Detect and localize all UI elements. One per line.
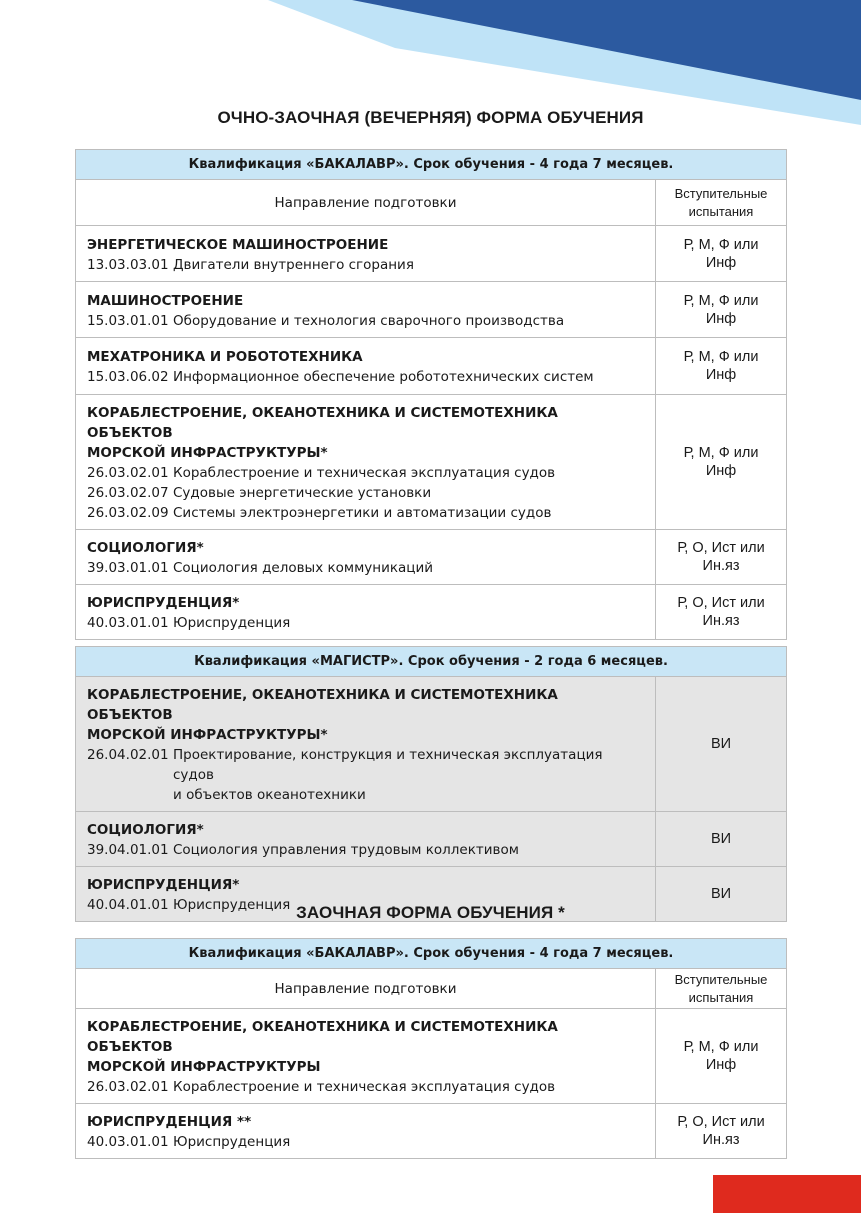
specialization: 15.03.06.02 Информационное обеспечение робототехнических систем (87, 369, 594, 385)
specialization: 40.03.01.01 Юриспруденция (87, 615, 291, 631)
table-caption: Квалификация «МАГИСТР». Срок обучения - 2 года 6 месяцев. (76, 647, 787, 677)
table-caption: Квалификация «БАКАЛАВР». Срок обучения - 4 года 7 месяцев. (76, 150, 787, 180)
direction-title: ЭНЕРГЕТИЧЕСКОЕ МАШИНОСТРОЕНИЕ (87, 236, 389, 253)
entrance-exams: ВИ (656, 677, 787, 812)
table-row (76, 338, 787, 395)
direction-title: КОРАБЛЕСТРОЕНИЕ, ОКЕАНОТЕХНИКА И СИСТЕМОТЕХНИКА ОБЪЕКТОВ МОРСКОЙ ИНФРАСТРУКТУРЫ (87, 1019, 558, 1075)
specialization: 26.04.02.01 Проектирование, конструкция и техническая эксплуатация судов и объектов океанотехники (87, 747, 603, 803)
table-row (76, 530, 787, 585)
direction-title: ЮРИСПРУДЕНЦИЯ* (87, 877, 240, 893)
table-row (76, 812, 787, 867)
specialization: 26.03.02.01 Кораблестроение и техническая эксплуатация судов (87, 465, 556, 481)
entrance-exams: ВИ (656, 867, 787, 922)
direction-title: ЮРИСПРУДЕНЦИЯ ** (87, 1114, 252, 1130)
entrance-exams: Р, М, Ф или Инф (656, 282, 787, 338)
table-row (76, 585, 787, 640)
specialization: 26.03.02.01 Кораблестроение и техническая эксплуатация судов (87, 1079, 556, 1095)
column-header-direction: Направление подготовки (76, 969, 656, 1009)
direction-title: МАШИНОСТРОЕНИЕ (87, 292, 244, 309)
table-row (76, 1009, 787, 1104)
direction-title: СОЦИОЛОГИЯ* (87, 822, 204, 838)
bachelor-correspondence-table (75, 938, 787, 1159)
entrance-exams: Р, О, Ист или Ин.яз (656, 1104, 787, 1159)
direction-title: ЮРИСПРУДЕНЦИЯ* (87, 595, 240, 611)
entrance-exams: ВИ (656, 812, 787, 867)
table-row (76, 226, 787, 282)
table-row (76, 282, 787, 338)
table-caption: Квалификация «БАКАЛАВР». Срок обучения - 4 года 7 месяцев. (76, 939, 787, 969)
column-header-direction: Направление подготовки (76, 180, 656, 226)
specialization: 39.03.01.01 Социология деловых коммуникаций (87, 560, 434, 576)
column-header-exams: Вступительные испытания (656, 969, 787, 1009)
specialization: 15.03.01.01 Оборудование и технология сварочного производства (87, 312, 565, 329)
specialization: 26.03.02.07 Судовые энергетические установки (87, 485, 432, 501)
section-title-correspondence: ЗАОЧНАЯ ФОРМА ОБУЧЕНИЯ * (296, 903, 565, 922)
direction-title: КОРАБЛЕСТРОЕНИЕ, ОКЕАНОТЕХНИКА И СИСТЕМОТЕХНИКА ОБЪЕКТОВ МОРСКОЙ ИНФРАСТРУКТУРЫ* (87, 405, 558, 461)
footer-red-block (713, 1175, 861, 1213)
entrance-exams: Р, О, Ист или Ин.яз (656, 585, 787, 640)
entrance-exams: Р, М, Ф или Инф (656, 395, 787, 530)
specialization: 40.03.01.01 Юриспруденция (87, 1134, 291, 1150)
table-row (76, 677, 787, 812)
column-header-exams: Вступительные испытания (656, 180, 787, 226)
table-row (76, 1104, 787, 1159)
direction-title: МЕХАТРОНИКА И РОБОТОТЕХНИКА (87, 349, 363, 365)
section-title-evening: ОЧНО-ЗАОЧНАЯ (ВЕЧЕРНЯЯ) ФОРМА ОБУЧЕНИЯ (217, 108, 644, 127)
entrance-exams: Р, М, Ф или Инф (656, 226, 787, 282)
specialization: 13.03.03.01 Двигатели внутреннего сгорания (87, 256, 414, 273)
entrance-exams: Р, О, Ист или Ин.яз (656, 530, 787, 585)
bachelor-evening-table (75, 149, 787, 640)
specialization: 26.03.02.09 Системы электроэнергетики и автоматизации судов (87, 505, 552, 521)
entrance-exams: Р, М, Ф или Инф (656, 1009, 787, 1104)
entrance-exams: Р, М, Ф или Инф (656, 338, 787, 395)
specialization: 40.04.01.01 Юриспруденция (87, 897, 291, 913)
table-row (76, 395, 787, 530)
direction-title: КОРАБЛЕСТРОЕНИЕ, ОКЕАНОТЕХНИКА И СИСТЕМОТЕХНИКА ОБЪЕКТОВ МОРСКОЙ ИНФРАСТРУКТУРЫ* (87, 687, 558, 743)
master-evening-table (75, 646, 787, 922)
specialization: 39.04.01.01 Социология управления трудовым коллективом (87, 842, 519, 858)
direction-title: СОЦИОЛОГИЯ* (87, 540, 204, 556)
